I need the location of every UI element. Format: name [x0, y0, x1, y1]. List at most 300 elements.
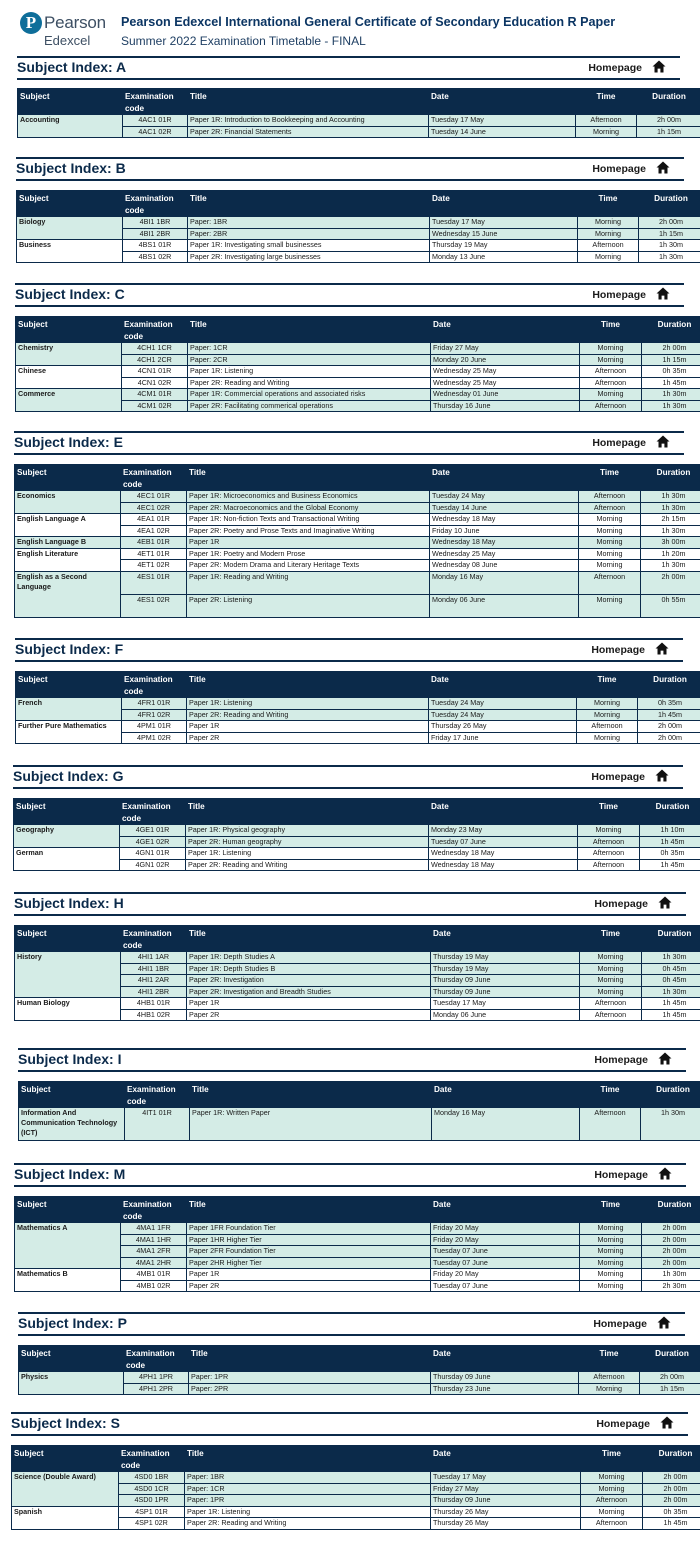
exam-code: 4BI1 1BR — [123, 217, 188, 229]
paper-title: Paper 1R: Depth Studies A — [187, 952, 431, 964]
column-header-title: Title — [188, 317, 431, 343]
table-row — [16, 389, 700, 401]
exam-code: 4AC1 01R — [123, 115, 188, 127]
exam-date: Friday 27 May — [431, 1483, 581, 1495]
logo-wordmark: Pearson — [44, 13, 106, 32]
column-header-title: Title — [187, 1197, 431, 1223]
exam-date: Tuesday 07 June — [429, 836, 578, 848]
section-header — [17, 56, 680, 80]
section-title: Subject Index: S — [11, 1415, 120, 1431]
table-row — [19, 1372, 700, 1384]
exam-duration: 2h 00m — [637, 115, 700, 127]
exam-code: 4BI1 2BR — [123, 228, 188, 240]
exam-duration: 1h 45m — [643, 1518, 700, 1530]
exam-time: Morning — [580, 1257, 642, 1269]
column-header-date: Date — [431, 1446, 581, 1472]
exam-code: 4GE1 02R — [120, 836, 186, 848]
section-h — [14, 892, 692, 1019]
section-p — [18, 1312, 689, 1393]
paper-title: Paper 2R: Listening — [187, 594, 430, 617]
paper-title: Paper: 2BR — [188, 228, 430, 240]
column-header-code: Examination code — [119, 1446, 185, 1472]
column-header-date: Date — [430, 191, 578, 217]
home-icon[interactable] — [656, 435, 670, 448]
timetable-table — [11, 1445, 700, 1530]
column-header-date: Date — [431, 1197, 580, 1223]
exam-time: Morning — [580, 952, 642, 964]
paper-title: Paper 1R: Listening — [186, 848, 429, 860]
exam-time: Afternoon — [579, 571, 641, 594]
exam-time: Afternoon — [580, 1108, 641, 1141]
home-icon[interactable] — [658, 1052, 672, 1065]
exam-date: Thursday 26 May — [429, 721, 577, 733]
paper-title: Paper 1R: Written Paper — [190, 1108, 432, 1141]
exam-time: Morning — [580, 389, 642, 401]
subject-name: Mathematics A — [15, 1223, 121, 1269]
timetable-table — [14, 464, 700, 618]
timetable-table — [15, 671, 700, 744]
homepage-link[interactable]: Homepage — [594, 1054, 648, 1066]
exam-date: Tuesday 07 June — [431, 1246, 580, 1258]
exam-date: Wednesday 18 May — [430, 537, 579, 549]
paper-title: Paper 1R: Depth Studies B — [187, 963, 431, 975]
exam-time: Morning — [580, 1246, 642, 1258]
exam-time: Morning — [577, 698, 638, 710]
column-header-duration: Duration — [642, 926, 700, 952]
exam-date: Tuesday 07 June — [431, 1280, 580, 1292]
table-row — [15, 548, 700, 560]
paper-title: Paper 2R: Human geography — [186, 836, 429, 848]
exam-code: 4ET1 01R — [121, 548, 187, 560]
exam-time: Morning — [579, 594, 641, 617]
exam-code: 4SD0 1PR — [119, 1495, 185, 1507]
column-header-date: Date — [429, 672, 577, 698]
exam-duration: 2h 00m — [643, 1495, 700, 1507]
exam-duration: 2h 00m — [640, 1372, 700, 1384]
paper-title: Paper 1R: Poetry and Modern Prose — [187, 548, 430, 560]
home-icon[interactable] — [660, 1416, 674, 1429]
exam-time: Afternoon — [579, 1372, 640, 1384]
exam-code: 4HB1 02R — [121, 1009, 187, 1021]
exam-date: Thursday 19 May — [430, 240, 578, 252]
table-row — [15, 514, 700, 526]
subject-name: Chinese — [16, 366, 122, 389]
exam-date: Thursday 19 May — [431, 952, 580, 964]
section-header — [16, 157, 684, 181]
table-row — [15, 537, 700, 549]
exam-code: 4MB1 02R — [121, 1280, 187, 1292]
exam-duration: 1h 30m — [639, 251, 700, 263]
table-header-row — [14, 799, 700, 825]
exam-code: 4EB1 01R — [121, 537, 187, 549]
document-subtitle: Summer 2022 Examination Timetable - FINAL — [121, 34, 366, 48]
exam-duration: 1h 30m — [642, 400, 700, 412]
exam-date: Thursday 26 May — [431, 1506, 581, 1518]
column-header-duration: Duration — [637, 89, 700, 115]
subject-name: Information And Communication Technology (ICT) — [19, 1108, 125, 1141]
timetable-table — [18, 1345, 700, 1395]
table-row — [15, 571, 700, 594]
paper-title: Paper: 1BR — [188, 217, 430, 229]
exam-duration: 1h 30m — [641, 1108, 700, 1141]
exam-code: 4MA1 1HR — [121, 1234, 187, 1246]
column-header-subject: Subject — [15, 465, 121, 491]
paper-title: Paper 1R: Introduction to Bookkeeping and Accounting — [188, 115, 429, 127]
table-row — [18, 115, 700, 127]
page-header — [0, 0, 700, 54]
exam-code: 4MB1 01R — [121, 1269, 187, 1281]
exam-duration: 1h 45m — [642, 998, 700, 1010]
column-header-date: Date — [431, 1346, 579, 1372]
exam-date: Wednesday 25 May — [430, 548, 579, 560]
section-i — [18, 1048, 690, 1137]
exam-time: Morning — [578, 251, 639, 263]
column-header-code: Examination code — [121, 465, 187, 491]
section-title: Subject Index: H — [14, 895, 124, 911]
paper-title: Paper: 1PR — [189, 1372, 431, 1384]
homepage-link[interactable]: Homepage — [591, 644, 645, 656]
table-row — [17, 240, 700, 252]
exam-duration: 1h 30m — [639, 240, 700, 252]
paper-title: Paper 1R: Physical geography — [186, 825, 429, 837]
exam-code: 4HI1 2BR — [121, 986, 187, 998]
table-row — [16, 343, 700, 355]
exam-time: Afternoon — [578, 240, 639, 252]
column-header-subject: Subject — [19, 1346, 124, 1372]
exam-duration: 2h 00m — [643, 1483, 700, 1495]
exam-duration: 1h 30m — [642, 952, 700, 964]
exam-time: Afternoon — [581, 1495, 643, 1507]
exam-duration: 1h 30m — [641, 525, 700, 537]
exam-duration: 2h 00m — [642, 1257, 700, 1269]
table-header-row — [19, 1082, 700, 1108]
home-icon[interactable] — [655, 769, 669, 782]
exam-time: Morning — [580, 1280, 642, 1292]
column-header-code: Examination code — [125, 1082, 190, 1108]
exam-code: 4EA1 01R — [121, 514, 187, 526]
exam-duration: 0h 45m — [642, 963, 700, 975]
column-header-title: Title — [185, 1446, 431, 1472]
column-header-subject: Subject — [15, 926, 121, 952]
timetable-table — [18, 1081, 700, 1141]
home-icon[interactable] — [657, 1316, 671, 1329]
exam-time: Afternoon — [580, 366, 642, 378]
exam-time: Morning — [576, 126, 637, 138]
exam-code: 4IT1 01R — [125, 1108, 190, 1141]
column-header-title: Title — [187, 465, 430, 491]
exam-date: Monday 20 June — [431, 354, 580, 366]
paper-title: Paper 1R — [187, 721, 429, 733]
exam-duration: 1h 10m — [640, 825, 700, 837]
homepage-link[interactable]: Homepage — [592, 289, 646, 301]
paper-title: Paper 1R — [187, 1269, 431, 1281]
exam-duration: 1h 30m — [642, 389, 700, 401]
section-header — [11, 1412, 688, 1436]
column-header-subject: Subject — [12, 1446, 119, 1472]
exam-duration: 2h 00m — [642, 1246, 700, 1258]
homepage-link[interactable]: Homepage — [591, 771, 645, 783]
exam-date: Wednesday 15 June — [430, 228, 578, 240]
exam-code: 4CM1 02R — [122, 400, 188, 412]
column-header-code: Examination code — [121, 1197, 187, 1223]
section-title: Subject Index: C — [15, 286, 125, 302]
section-title: Subject Index: G — [13, 768, 124, 784]
exam-duration: 2h 00m — [643, 1472, 700, 1484]
exam-date: Friday 20 May — [431, 1234, 580, 1246]
exam-date: Monday 13 June — [430, 251, 578, 263]
table-row — [17, 217, 700, 229]
exam-duration: 2h 00m — [638, 732, 700, 744]
paper-title: Paper 1FR Foundation Tier — [187, 1223, 431, 1235]
exam-code: 4HI1 1BR — [121, 963, 187, 975]
column-header-title: Title — [188, 89, 429, 115]
column-header-subject: Subject — [14, 799, 120, 825]
exam-duration: 1h 15m — [640, 1383, 700, 1395]
exam-time: Afternoon — [580, 400, 642, 412]
homepage-link[interactable]: Homepage — [596, 1418, 650, 1430]
section-title: Subject Index: A — [17, 59, 127, 75]
paper-title: Paper 1R: Non-fiction Texts and Transactional Writing — [187, 514, 430, 526]
exam-date: Monday 23 May — [429, 825, 578, 837]
column-header-time: Time — [581, 1446, 643, 1472]
home-icon[interactable] — [658, 896, 672, 909]
column-header-subject: Subject — [16, 317, 122, 343]
column-header-title: Title — [188, 191, 430, 217]
subject-name: History — [15, 952, 121, 998]
exam-date: Tuesday 17 May — [430, 217, 578, 229]
exam-time: Morning — [577, 732, 638, 744]
exam-duration: 0h 55m — [641, 594, 700, 617]
exam-time: Morning — [579, 560, 641, 572]
table-row — [16, 698, 700, 710]
column-header-date: Date — [430, 465, 579, 491]
exam-time: Morning — [581, 1483, 643, 1495]
exam-duration: 1h 30m — [641, 491, 700, 503]
section-header — [13, 765, 683, 789]
column-header-time: Time — [580, 317, 642, 343]
paper-title: Paper 2R: Investigating large businesses — [188, 251, 430, 263]
exam-duration: 2h 00m — [642, 1223, 700, 1235]
column-header-time: Time — [577, 672, 638, 698]
exam-time: Morning — [580, 343, 642, 355]
column-header-time: Time — [580, 1197, 642, 1223]
exam-time: Afternoon — [578, 859, 640, 871]
column-header-title: Title — [187, 926, 431, 952]
column-header-code: Examination code — [123, 89, 188, 115]
paper-title: Paper 1R: Investigating small businesses — [188, 240, 430, 252]
exam-time: Afternoon — [581, 1518, 643, 1530]
exam-time: Morning — [580, 1269, 642, 1281]
column-header-duration: Duration — [638, 672, 700, 698]
table-header-row — [15, 1197, 700, 1223]
paper-title: Paper 2R — [187, 732, 429, 744]
section-title: Subject Index: F — [15, 641, 124, 657]
paper-title: Paper 2R: Investigation and Breadth Studies — [187, 986, 431, 998]
home-icon[interactable] — [658, 1167, 672, 1180]
paper-title: Paper 2R: Macroeconomics and the Global Economy — [187, 502, 430, 514]
paper-title: Paper: 1PR — [185, 1495, 431, 1507]
exam-code: 4CN1 02R — [122, 377, 188, 389]
exam-date: Wednesday 18 May — [430, 514, 579, 526]
exam-time: Morning — [581, 1506, 643, 1518]
exam-time: Afternoon — [579, 491, 641, 503]
paper-title: Paper: 1BR — [185, 1472, 431, 1484]
exam-date: Wednesday 25 May — [431, 377, 580, 389]
exam-code: 4PH1 1PR — [124, 1372, 189, 1384]
section-header — [14, 1163, 686, 1187]
home-icon[interactable] — [656, 161, 670, 174]
exam-date: Thursday 19 May — [431, 963, 580, 975]
exam-code: 4SP1 01R — [119, 1506, 185, 1518]
paper-title: Paper 1R: Microeconomics and Business Economics — [187, 491, 430, 503]
exam-date: Thursday 09 June — [431, 986, 580, 998]
pearson-logo[interactable] — [20, 12, 110, 50]
subject-name: English Language A — [15, 514, 121, 537]
column-header-duration: Duration — [640, 799, 700, 825]
exam-date: Wednesday 01 June — [431, 389, 580, 401]
section-header — [14, 431, 684, 455]
exam-duration: 1h 30m — [641, 560, 700, 572]
section-title: Subject Index: E — [14, 434, 123, 450]
exam-duration: 2h 00m — [638, 721, 700, 733]
timetable-table — [14, 925, 700, 1021]
exam-code: 4CM1 01R — [122, 389, 188, 401]
paper-title: Paper 2R: Financial Statements — [188, 126, 429, 138]
exam-code: 4MA1 2FR — [121, 1246, 187, 1258]
column-header-title: Title — [186, 799, 429, 825]
home-icon[interactable] — [652, 60, 666, 73]
table-row — [12, 1472, 700, 1484]
subject-name: Biology — [17, 217, 123, 240]
subject-name: Mathematics B — [15, 1269, 121, 1292]
exam-date: Monday 16 May — [432, 1108, 580, 1141]
homepage-link[interactable]: Homepage — [588, 62, 642, 74]
exam-duration: 1h 45m — [642, 377, 700, 389]
paper-title: Paper 2R: Investigation — [187, 975, 431, 987]
section-header — [18, 1312, 685, 1336]
exam-time: Morning — [579, 548, 641, 560]
section-header — [15, 638, 683, 662]
table-row — [12, 1506, 700, 1518]
exam-date: Thursday 16 June — [431, 400, 580, 412]
exam-code: 4CH1 1CR — [122, 343, 188, 355]
column-header-code: Examination code — [120, 799, 186, 825]
exam-duration: 0h 35m — [642, 366, 700, 378]
exam-date: Tuesday 14 June — [429, 126, 576, 138]
paper-title: Paper: 1CR — [185, 1483, 431, 1495]
table-row — [15, 998, 700, 1010]
exam-time: Afternoon — [580, 377, 642, 389]
table-row — [15, 1269, 700, 1281]
homepage-link[interactable]: Homepage — [594, 898, 648, 910]
column-header-date: Date — [431, 926, 580, 952]
column-header-date: Date — [432, 1082, 580, 1108]
column-header-duration: Duration — [641, 465, 700, 491]
paper-title: Paper 2HR Higher Tier — [187, 1257, 431, 1269]
home-icon[interactable] — [656, 287, 670, 300]
paper-title: Paper 2FR Foundation Tier — [187, 1246, 431, 1258]
exam-code: 4SP1 02R — [119, 1518, 185, 1530]
table-header-row — [15, 465, 700, 491]
exam-time: Morning — [579, 514, 641, 526]
column-header-subject: Subject — [16, 672, 122, 698]
exam-duration: 1h 15m — [642, 354, 700, 366]
subject-name: Spanish — [12, 1506, 119, 1529]
exam-duration: 1h 45m — [642, 1009, 700, 1021]
section-title: Subject Index: M — [14, 1166, 126, 1182]
table-row — [15, 1223, 700, 1235]
exam-date: Tuesday 17 May — [429, 115, 576, 127]
document-title: Pearson Edexcel International General Certificate of Secondary Education R Paper — [121, 15, 616, 29]
exam-duration: 1h 30m — [641, 502, 700, 514]
homepage-link[interactable]: Homepage — [592, 437, 646, 449]
paper-title: Paper: 2CR — [188, 354, 431, 366]
paper-title: Paper 1R: Listening — [188, 366, 431, 378]
paper-title: Paper 1R: Reading and Writing — [187, 571, 430, 594]
subject-name: English Language B — [15, 537, 121, 549]
exam-date: Wednesday 25 May — [431, 366, 580, 378]
exam-code: 4PH1 2PR — [124, 1383, 189, 1395]
exam-code: 4ET1 02R — [121, 560, 187, 572]
exam-code: 4PM1 01R — [122, 721, 187, 733]
exam-code: 4GN1 02R — [120, 859, 186, 871]
table-header-row — [16, 317, 700, 343]
exam-date: Thursday 09 June — [431, 1372, 579, 1384]
exam-date: Tuesday 24 May — [429, 709, 577, 721]
table-row — [16, 721, 700, 733]
exam-duration: 1h 45m — [638, 709, 700, 721]
subject-name: Human Biology — [15, 998, 121, 1021]
exam-code: 4ES1 01R — [121, 571, 187, 594]
exam-duration: 0h 35m — [638, 698, 700, 710]
homepage-link[interactable]: Homepage — [594, 1169, 648, 1181]
column-header-time: Time — [579, 465, 641, 491]
exam-code: 4SD0 1CR — [119, 1483, 185, 1495]
exam-duration: 1h 45m — [640, 836, 700, 848]
homepage-link[interactable]: Homepage — [592, 163, 646, 175]
pearson-p-icon: P — [20, 12, 42, 34]
column-header-duration: Duration — [639, 191, 700, 217]
column-header-subject: Subject — [17, 191, 123, 217]
exam-date: Thursday 09 June — [431, 1495, 581, 1507]
table-row — [15, 491, 700, 503]
exam-code: 4HI1 1AR — [121, 952, 187, 964]
exam-time: Afternoon — [580, 1009, 642, 1021]
exam-code: 4CH1 2CR — [122, 354, 188, 366]
table-row — [15, 952, 700, 964]
column-header-subject: Subject — [18, 89, 123, 115]
exam-code: 4HI1 2AR — [121, 975, 187, 987]
exam-code: 4FR1 01R — [122, 698, 187, 710]
exam-duration: 2h 30m — [642, 1280, 700, 1292]
exam-time: Afternoon — [576, 115, 637, 127]
home-icon[interactable] — [655, 642, 669, 655]
exam-date: Thursday 09 June — [431, 975, 580, 987]
column-header-duration: Duration — [642, 317, 700, 343]
column-header-date: Date — [429, 799, 578, 825]
exam-time: Morning — [580, 1223, 642, 1235]
section-s — [11, 1412, 693, 1527]
column-header-title: Title — [187, 672, 429, 698]
subject-name: Chemistry — [16, 343, 122, 366]
subject-name: Economics — [15, 491, 121, 514]
exam-date: Wednesday 08 June — [430, 560, 579, 572]
column-header-code: Examination code — [122, 672, 187, 698]
timetable-table — [15, 316, 700, 412]
paper-title: Paper 2R: Reading and Writing — [185, 1518, 431, 1530]
homepage-link[interactable]: Homepage — [593, 1318, 647, 1330]
exam-time: Morning — [579, 1383, 640, 1395]
